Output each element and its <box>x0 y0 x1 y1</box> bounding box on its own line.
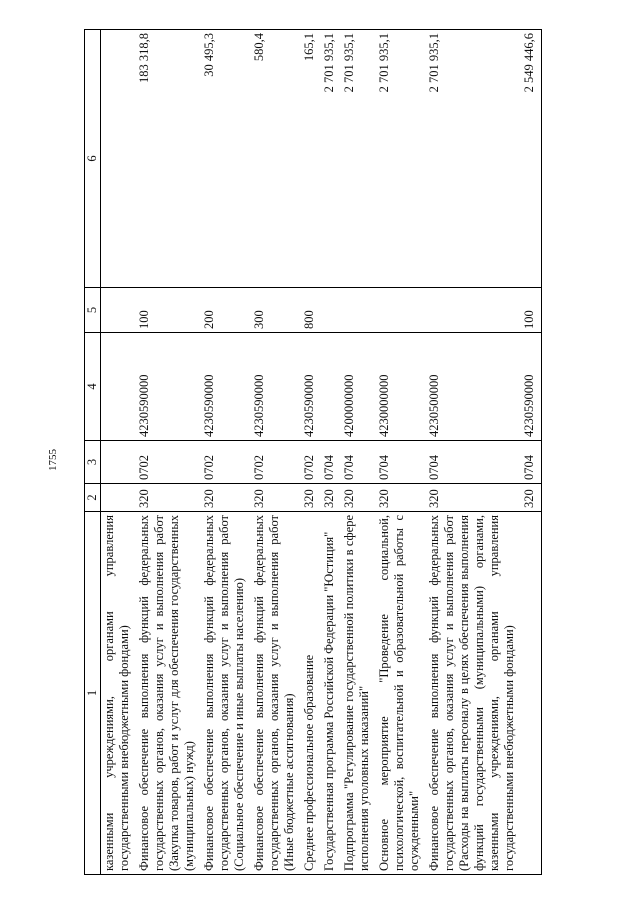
row-expense-type: 800 <box>301 288 321 333</box>
row-amount: 165,1 <box>301 30 321 288</box>
row-section-code <box>101 441 137 484</box>
table-row <box>426 30 521 875</box>
row-expense-type: 200 <box>201 288 251 333</box>
row-target-code: 4230590000 <box>251 333 301 441</box>
row-section-code: 0704 <box>521 441 542 484</box>
row-section-code: 0702 <box>301 441 321 484</box>
row-name: Финансовое обеспечение выполнения функций федеральных государственных органов, оказания услуг и выполнения работ (Закупка товаров, работ и услуг для обеспечения государственных (муниципальных) нужд) <box>136 512 201 875</box>
row-name: Среднее профессиональное образование <box>301 512 321 875</box>
row-target-code: 4230500000 <box>426 333 521 441</box>
row-ministry-code: 320 <box>301 484 321 512</box>
row-name: казенными учреждениями, органами управления государственными внебюджетными фондами) <box>101 512 137 875</box>
header-cell-5: 5 <box>85 288 101 333</box>
row-ministry-code: 320 <box>136 484 201 512</box>
row-expense-type <box>321 288 341 333</box>
row-amount: 30 495,3 <box>201 30 251 288</box>
row-expense-type <box>426 288 521 333</box>
row-section-code: 0704 <box>376 441 426 484</box>
row-target-code: 4230590000 <box>136 333 201 441</box>
header-cell-4: 4 <box>85 333 101 441</box>
row-name: Финансовое обеспечение выполнения функций федеральных государственных органов, оказания услуг и выполнения работ (Иные бюджетные ассигнования) <box>251 512 301 875</box>
row-section-code: 0704 <box>426 441 521 484</box>
row-target-code: 4230590000 <box>201 333 251 441</box>
row-name: Подпрограмма "Регулирование государственной политики в сфере исполнения уголовных наказаний" <box>341 512 376 875</box>
row-amount: 2 549 446,6 <box>521 30 542 288</box>
table-row <box>376 30 426 875</box>
row-section-code: 0704 <box>341 441 376 484</box>
table-row <box>251 30 301 875</box>
row-ministry-code: 320 <box>251 484 301 512</box>
table-row <box>201 30 251 875</box>
table-row <box>136 30 201 875</box>
row-name <box>521 512 542 875</box>
row-target-code: 4230000000 <box>376 333 426 441</box>
row-name: Финансовое обеспечение выполнения функций федеральных государственных органов, оказания услуг и выполнения работ (Расходы на выплаты персоналу в целях обеспечения выполнения функций государственными (муниципальными) органами, казенными учреждениями, органами управления государственными внебюджетными фондами) <box>426 512 521 875</box>
row-ministry-code: 320 <box>376 484 426 512</box>
row-expense-type <box>101 288 137 333</box>
header-row <box>85 30 101 875</box>
row-ministry-code: 320 <box>426 484 521 512</box>
row-expense-type: 100 <box>521 288 542 333</box>
rotated-table-container <box>84 30 581 875</box>
row-target-code: 4230590000 <box>521 333 542 441</box>
row-section-code: 0704 <box>321 441 341 484</box>
budget-table <box>84 29 542 875</box>
row-section-code: 0702 <box>201 441 251 484</box>
header-cell-1: 1 <box>85 512 101 875</box>
row-amount: 2 701 935,1 <box>321 30 341 288</box>
row-ministry-code: 320 <box>341 484 376 512</box>
row-section-code: 0702 <box>136 441 201 484</box>
table-row <box>321 30 341 875</box>
row-amount <box>101 30 137 288</box>
header-cell-2: 2 <box>85 484 101 512</box>
page-number: 1755 <box>47 449 59 471</box>
row-target-code: 4200000000 <box>341 333 376 441</box>
row-name: Основное мероприятие "Проведение социальной, психологической, воспитательной и образовательной работы с осужденными" <box>376 512 426 875</box>
row-expense-type <box>376 288 426 333</box>
row-amount: 2 701 935,1 <box>376 30 426 288</box>
header-cell-6: 6 <box>85 30 101 288</box>
row-expense-type: 300 <box>251 288 301 333</box>
table-row <box>301 30 321 875</box>
row-ministry-code: 320 <box>321 484 341 512</box>
row-ministry-code: 320 <box>521 484 542 512</box>
row-section-code: 0702 <box>251 441 301 484</box>
table-row <box>101 30 137 875</box>
table-row <box>341 30 376 875</box>
row-expense-type: 100 <box>136 288 201 333</box>
row-amount: 2 701 935,1 <box>341 30 376 288</box>
row-name: Финансовое обеспечение выполнения функций федеральных государственных органов, оказания услуг и выполнения работ (Социальное обеспечение и иные выплаты населению) <box>201 512 251 875</box>
row-ministry-code <box>101 484 137 512</box>
row-target-code <box>321 333 341 441</box>
row-name: Государственная программа Российской Федерации "Юстиция" <box>321 512 341 875</box>
header-cell-3: 3 <box>85 441 101 484</box>
row-ministry-code: 320 <box>201 484 251 512</box>
row-target-code <box>101 333 137 441</box>
row-amount: 2 701 935,1 <box>426 30 521 288</box>
table-row <box>521 30 542 875</box>
row-target-code: 4230590000 <box>301 333 321 441</box>
row-expense-type <box>341 288 376 333</box>
row-amount: 580,4 <box>251 30 301 288</box>
row-amount: 183 318,8 <box>136 30 201 288</box>
